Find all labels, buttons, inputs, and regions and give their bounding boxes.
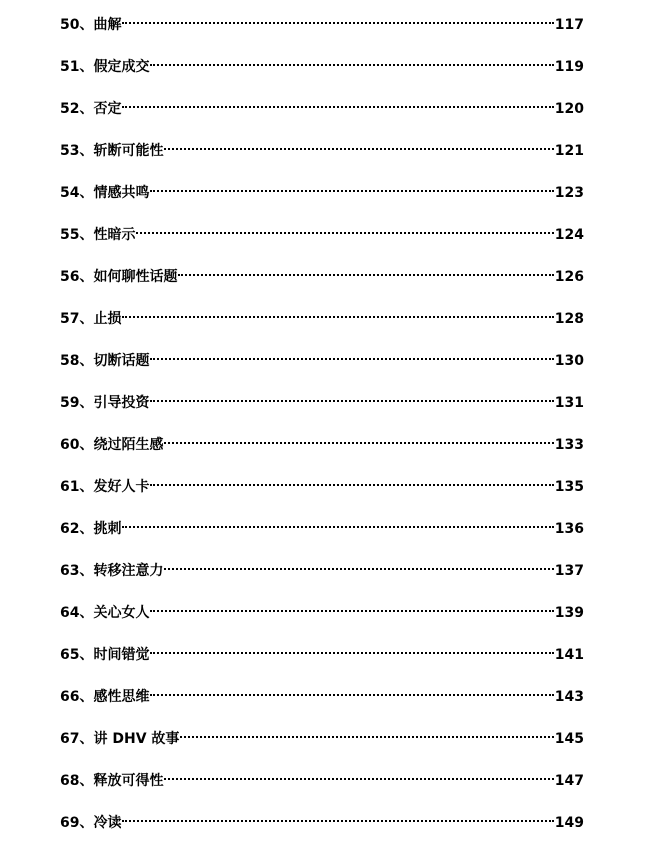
- toc-entry-page-number: 147: [554, 773, 584, 789]
- toc-entry-title: 绕过陌生感: [93, 437, 164, 453]
- toc-entry-separator: 、: [79, 647, 94, 663]
- toc-entry-number: 69: [60, 815, 80, 831]
- toc-entry-page-number: 128: [554, 311, 584, 327]
- toc-dot-leader: [122, 301, 553, 323]
- toc-dot-leader: [180, 721, 553, 743]
- toc-entry-page-number: 117: [554, 17, 584, 33]
- toc-entry-title: 引导投资: [93, 395, 150, 411]
- toc-entry-number: 64: [60, 605, 80, 621]
- toc-entry-number: 63: [60, 563, 80, 579]
- toc-entry-title: 冷读: [93, 815, 122, 831]
- toc-entry-separator: 、: [79, 521, 94, 537]
- toc-entry-number: 67: [60, 731, 80, 747]
- toc-entry: [60, 91, 584, 117]
- toc-entry-number: 66: [60, 689, 80, 705]
- toc-entry-page-number: 120: [554, 101, 584, 117]
- toc-entry-separator: 、: [79, 815, 94, 831]
- toc-entry: [60, 469, 584, 495]
- toc-entry-title: 如何聊性话题: [93, 269, 178, 285]
- toc-dot-leader: [150, 469, 553, 491]
- toc-entry-page-number: 133: [554, 437, 584, 453]
- toc-entry-number: 53: [60, 143, 80, 159]
- toc-entry-separator: 、: [79, 227, 94, 243]
- toc-dot-leader: [122, 7, 553, 29]
- toc-entry-number: 51: [60, 59, 80, 75]
- toc-entry-separator: 、: [79, 395, 94, 411]
- toc-entry-page-number: 143: [554, 689, 584, 705]
- toc-entry-number: 50: [60, 17, 80, 33]
- toc-entry-page-number: 119: [554, 59, 584, 75]
- toc-entry-number: 56: [60, 269, 80, 285]
- toc-entry-title: 曲解: [93, 17, 122, 33]
- toc-dot-leader: [136, 217, 553, 239]
- toc-entry-title: 性暗示: [93, 227, 136, 243]
- toc-entry-separator: 、: [79, 311, 94, 327]
- toc-entry-separator: 、: [79, 479, 94, 495]
- toc-entry-separator: 、: [79, 353, 94, 369]
- toc-entry-title: 切断话题: [93, 353, 150, 369]
- toc-entry-page-number: 121: [554, 143, 584, 159]
- toc-entry-number: 68: [60, 773, 80, 789]
- toc-entry: [60, 805, 584, 831]
- toc-entry-page-number: 137: [554, 563, 584, 579]
- toc-dot-leader: [164, 763, 553, 785]
- toc-dot-leader: [178, 259, 553, 281]
- toc-entry-title: 转移注意力: [93, 563, 164, 579]
- toc-entry-number: 52: [60, 101, 80, 117]
- toc-entry-title: 情感共鸣: [93, 185, 150, 201]
- toc-entry: [60, 301, 584, 327]
- toc-entry-page-number: 135: [554, 479, 584, 495]
- toc-entry-separator: 、: [79, 773, 94, 789]
- toc-entry: [60, 721, 584, 747]
- toc-entry-separator: 、: [79, 59, 94, 75]
- toc-entry-separator: 、: [79, 269, 94, 285]
- toc-entry-title: 讲 DHV 故事: [93, 731, 180, 747]
- toc-entry-page-number: 130: [554, 353, 584, 369]
- toc-entry-title: 发好人卡: [93, 479, 150, 495]
- toc-dot-leader: [150, 637, 553, 659]
- toc-entry-number: 60: [60, 437, 80, 453]
- toc-entry-title: 感性思维: [93, 689, 150, 705]
- toc-entry: [60, 637, 584, 663]
- toc-entry-number: 54: [60, 185, 80, 201]
- toc-entry-separator: 、: [79, 17, 94, 33]
- toc-entry-separator: 、: [79, 689, 94, 705]
- toc-entry: [60, 595, 584, 621]
- toc-entry-page-number: 131: [554, 395, 584, 411]
- toc-dot-leader: [150, 175, 553, 197]
- toc-dot-leader: [122, 805, 553, 827]
- toc-entry-page-number: 126: [554, 269, 584, 285]
- toc-entry: [60, 259, 584, 285]
- toc-entry: [60, 553, 584, 579]
- toc-entry: [60, 763, 584, 789]
- toc-entry-separator: 、: [79, 731, 94, 747]
- toc-entry-page-number: 149: [554, 815, 584, 831]
- toc-entry: [60, 175, 584, 201]
- toc-entry-page-number: 139: [554, 605, 584, 621]
- toc-entry: [60, 7, 584, 33]
- toc-entry-number: 57: [60, 311, 80, 327]
- toc-entry-number: 58: [60, 353, 80, 369]
- toc-entry-number: 55: [60, 227, 80, 243]
- toc-entry-separator: 、: [79, 143, 94, 159]
- toc-entry-number: 65: [60, 647, 80, 663]
- toc-entry: [60, 49, 584, 75]
- toc-entry: [60, 679, 584, 705]
- toc-entry-title: 否定: [93, 101, 122, 117]
- toc-entry-number: 61: [60, 479, 80, 495]
- toc-dot-leader: [150, 343, 553, 365]
- toc-dot-leader: [122, 91, 553, 113]
- toc-entry-page-number: 145: [554, 731, 584, 747]
- toc-entry: [60, 427, 584, 453]
- toc-entry-title: 释放可得性: [93, 773, 164, 789]
- toc-dot-leader: [164, 133, 553, 155]
- toc-dot-leader: [150, 385, 553, 407]
- toc-entry-separator: 、: [79, 605, 94, 621]
- toc-entry-title: 斩断可能性: [93, 143, 164, 159]
- toc-entry: [60, 385, 584, 411]
- toc-entry-number: 59: [60, 395, 80, 411]
- toc-entry-page-number: 141: [554, 647, 584, 663]
- toc-entry-separator: 、: [79, 563, 94, 579]
- toc-entry-title: 挑刺: [93, 521, 122, 537]
- toc-entry-title: 时间错觉: [93, 647, 150, 663]
- toc-entry-page-number: 123: [554, 185, 584, 201]
- toc-entry-title: 假定成交: [93, 59, 150, 75]
- toc-entry-number: 62: [60, 521, 80, 537]
- toc-entry-page-number: 124: [554, 227, 584, 243]
- toc-entry-page-number: 136: [554, 521, 584, 537]
- toc-dot-leader: [150, 49, 553, 71]
- toc-entry-separator: 、: [79, 185, 94, 201]
- toc-entry: [60, 217, 584, 243]
- toc-entry-separator: 、: [79, 437, 94, 453]
- toc-entry-title: 关心女人: [93, 605, 150, 621]
- toc-dot-leader: [122, 511, 553, 533]
- toc-dot-leader: [164, 427, 553, 449]
- toc-entry-title: 止损: [93, 311, 122, 327]
- toc-entry: [60, 511, 584, 537]
- toc-dot-leader: [164, 553, 553, 575]
- toc-entry-separator: 、: [79, 101, 94, 117]
- toc-dot-leader: [150, 595, 553, 617]
- toc-entry: [60, 133, 584, 159]
- toc-dot-leader: [150, 679, 553, 701]
- toc-entry: [60, 343, 584, 369]
